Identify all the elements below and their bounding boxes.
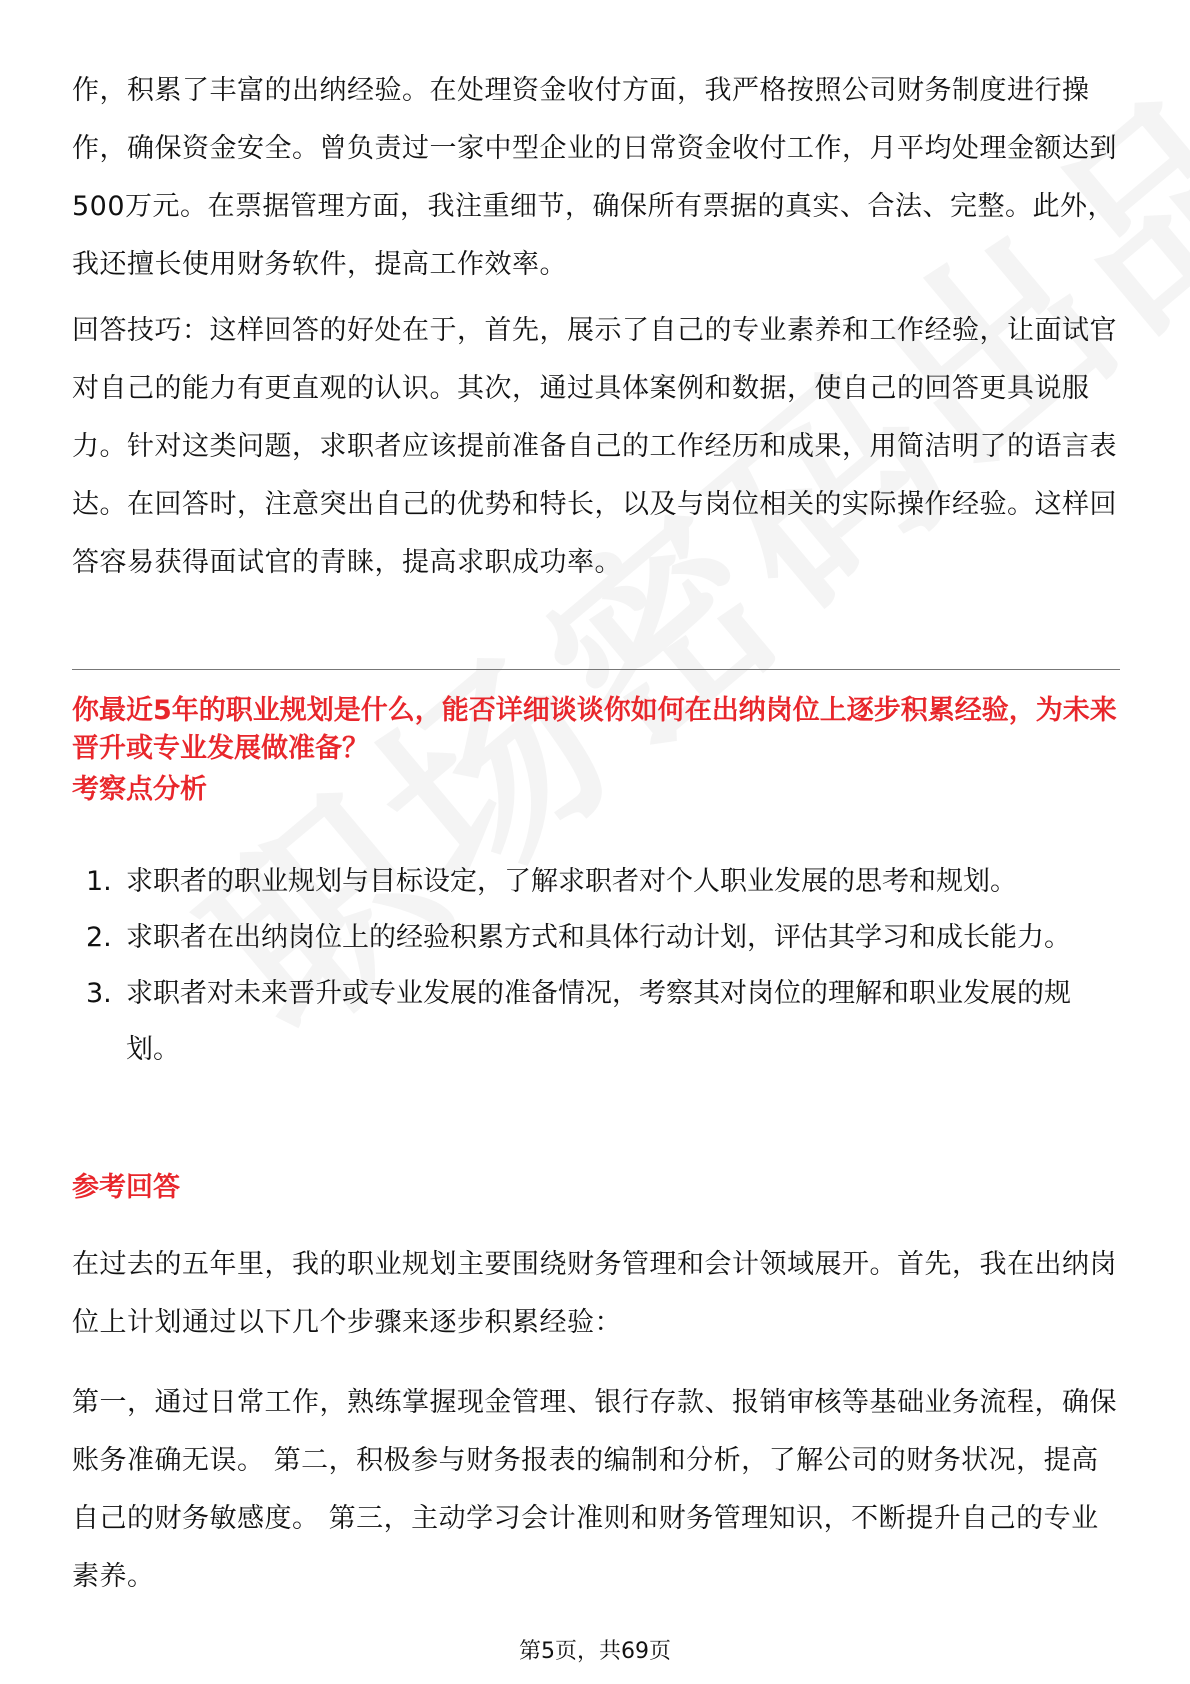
section-divider <box>72 669 1120 670</box>
reference-answer-paragraph: 在过去的五年里，我的职业规划主要围绕财务管理和会计领域展开。首先，我在出纳岗位上计划通过以下几个步骤来逐步积累经验： <box>72 1249 1117 1338</box>
page-number-footer: 第5页，共69页 <box>519 1639 671 1664</box>
analysis-list <box>72 854 1122 1078</box>
interview-question: 你最近5年的职业规划是什么，能否详细谈谈你如何在出纳岗位上逐步积累经验，为未来晋升或专业发展做准备？ <box>72 695 1117 764</box>
list-item-text: 求职者在出纳岗位上的经验积累方式和具体行动计划，评估其学习和成长能力。 <box>126 922 1071 953</box>
analysis-heading: 考察点分析 <box>72 774 207 805</box>
list-item <box>72 910 1122 966</box>
list-item-number: 3. <box>86 978 112 1009</box>
list-item <box>72 966 1122 1078</box>
answer-paragraph-continued: 作，积累了丰富的出纳经验。在处理资金收付方面，我严格按照公司财务制度进行操作，确保资金安全。曾负责过一家中型企业的日常资金收付工作，月平均处理金额达到500万元。在票据管理方面，我注重细节，确保所有票据的真实、合法、完整。此外，我还擅长使用财务软件，提高工作效率。 <box>72 75 1117 280</box>
list-item-number: 1. <box>86 866 112 897</box>
list-item-number: 2. <box>86 922 112 953</box>
reference-answer-steps: 第一，通过日常工作，熟练掌握现金管理、银行存款、报销审核等基础业务流程，确保账务准确无误。 第二，积极参与财务报表的编制和分析，了解公司的财务状况，提高自己的财务敏感度。 第三，主动学习会计准则和财务管理知识，不断提升自己的专业素养。 <box>72 1387 1117 1592</box>
list-item-text: 求职者的职业规划与目标设定，了解求职者对个人职业发展的思考和规划。 <box>126 866 1017 897</box>
reference-answer-heading: 参考回答 <box>72 1172 180 1203</box>
answer-tips-paragraph: 回答技巧：这样回答的好处在于，首先，展示了自己的专业素养和工作经验，让面试官对自己的能力有更直观的认识。其次，通过具体案例和数据，使自己的回答更具说服力。针对这类问题，求职者应该提前准备自己的工作经历和成果，用简洁明了的语言表达。在回答时，注意突出自己的优势和特长，以及与岗位相关的实际操作经验。这样回答容易获得面试官的青睐，提高求职成功率。 <box>72 315 1117 578</box>
list-item-text: 求职者对未来晋升或专业发展的准备情况，考察其对岗位的理解和职业发展的规划。 <box>126 978 1071 1065</box>
list-item <box>72 854 1122 910</box>
